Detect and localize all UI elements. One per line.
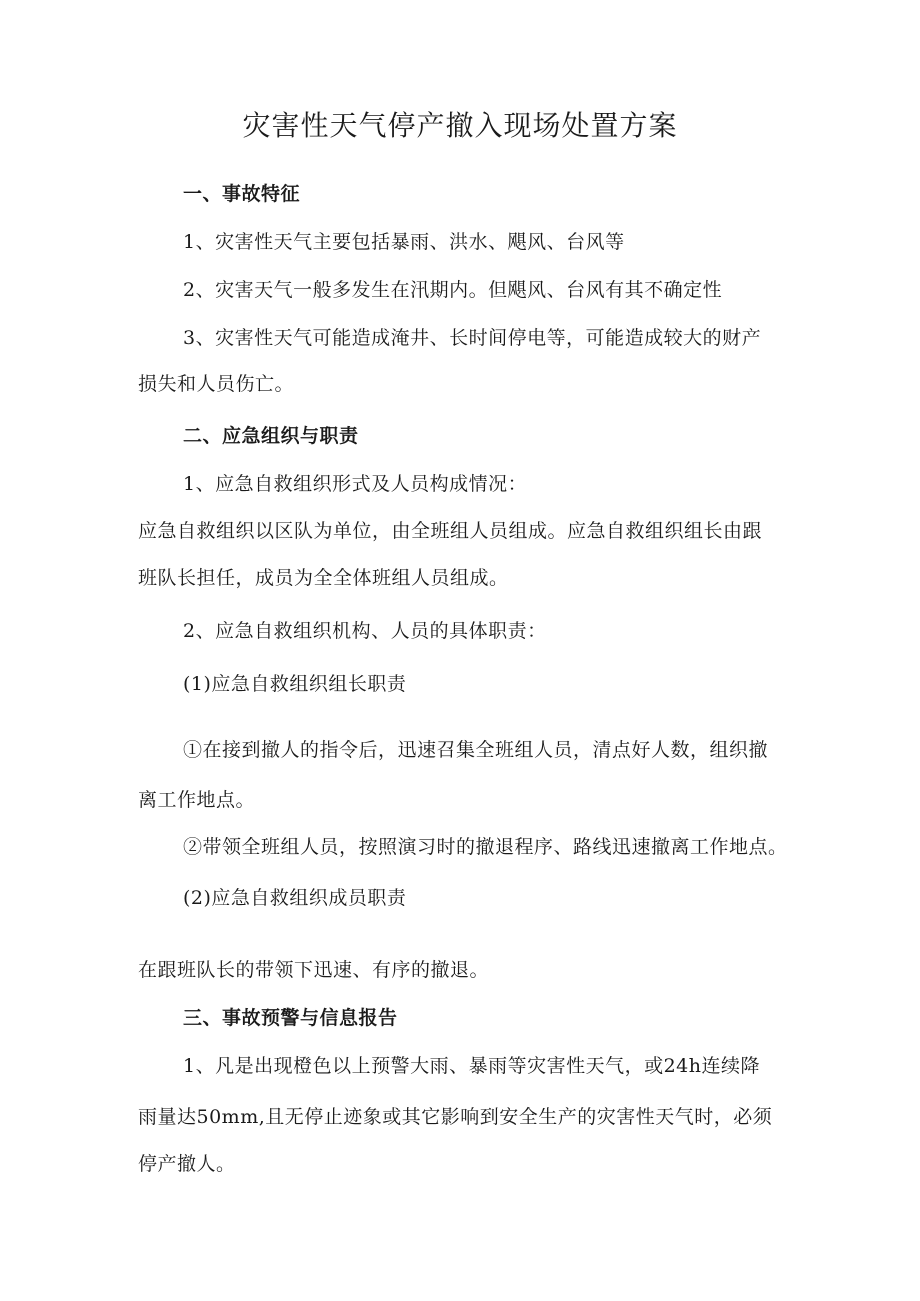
paragraph-line: 1、凡是出现橙色以上预警大雨、暴雨等灾害性天气，或24h连续降	[183, 1055, 761, 1077]
paragraph-line: 损失和人员伤亡。	[138, 373, 295, 395]
subheading-member-duties: (2)应急自救组织成员职责	[183, 887, 407, 909]
subheading-leader-duties: (1)应急自救组织组长职责	[183, 673, 407, 695]
paragraph-line: 2、应急自救组织机构、人员的具体职责：	[183, 620, 547, 642]
paragraph-line: 离工作地点。	[138, 789, 256, 811]
paragraph-line: 雨量达50mm,且无停止迹象或其它影响到安全生产的灾害性天气时，必须	[138, 1106, 773, 1128]
section-heading-emergency-organization: 二、应急组织与职责	[183, 425, 359, 447]
document-title: 灾害性天气停产撤入现场处置方案	[242, 109, 678, 142]
paragraph-line: 3、灾害性天气可能造成淹井、长时间停电等，可能造成较大的财产	[183, 327, 762, 349]
section-heading-accident-features: 一、事故特征	[183, 183, 301, 205]
paragraph-line: 停产撤人。	[138, 1153, 236, 1175]
section-heading-warning-reporting: 三、事故预警与信息报告	[183, 1007, 398, 1029]
paragraph-line: 1、应急自救组织形式及人员构成情况：	[183, 473, 528, 495]
paragraph-line: 1、灾害性天气主要包括暴雨、洪水、飓风、台风等	[183, 231, 625, 253]
paragraph-line: 在跟班队长的带领下迅速、有序的撤退。	[138, 959, 490, 981]
paragraph-line: 班队长担任，成员为全全体班组人员组成。	[138, 567, 509, 589]
paragraph-line: 应急自救组织以区队为单位，由全班组人员组成。应急自救组织组长由跟	[138, 520, 763, 542]
paragraph-line: ②带领全班组人员，按照演习时的撤退程序、路线迅速撤离工作地点。	[183, 836, 788, 858]
paragraph-line: 2、灾害天气一般多发生在汛期内。但飓风、台风有其不确定性	[183, 279, 723, 301]
paragraph-line: ①在接到撤人的指令后，迅速召集全班组人员，清点好人数，组织撤	[183, 739, 769, 761]
